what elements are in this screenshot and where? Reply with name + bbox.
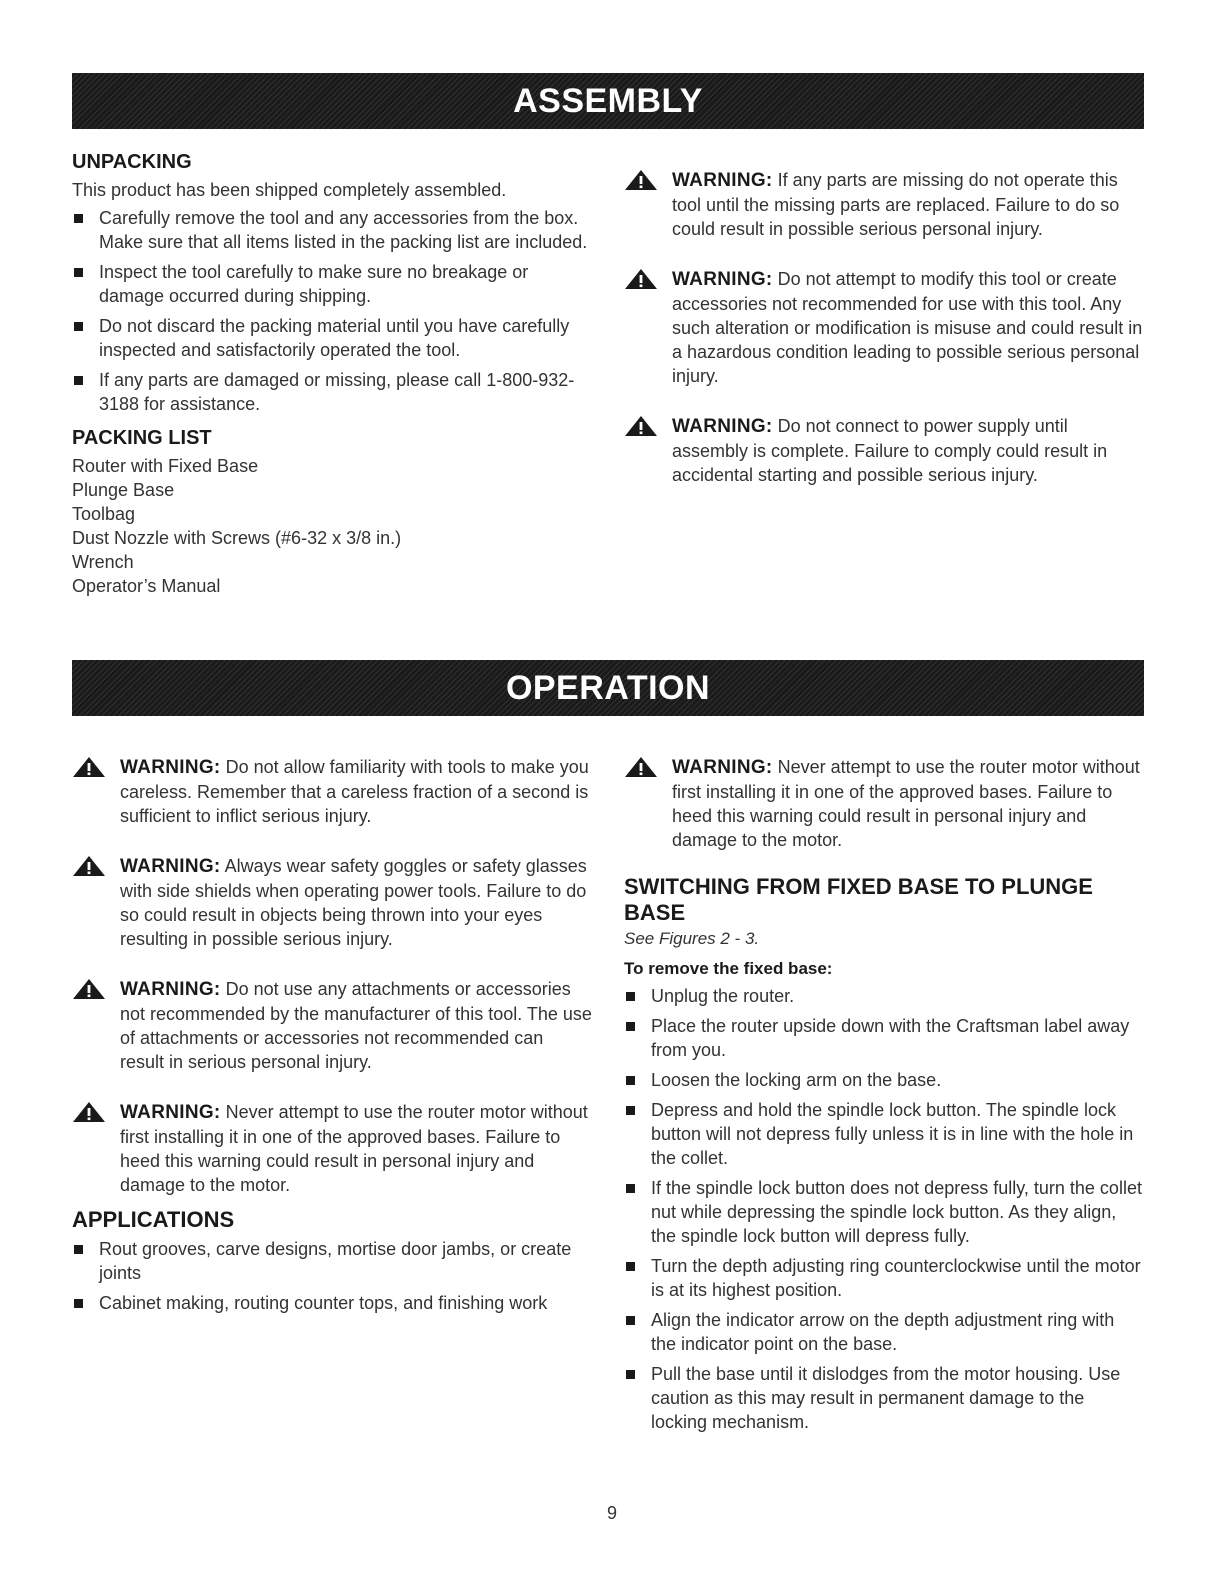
list-item: Loosen the locking arm on the base.: [624, 1068, 1144, 1092]
assembly-banner-title: ASSEMBLY: [513, 81, 703, 120]
list-item: Turn the depth adjusting ring counterclockwise until the motor is at its highest position.: [624, 1254, 1144, 1302]
warning-icon: [72, 756, 106, 778]
assembly-banner: [72, 73, 1144, 129]
applications-list: [72, 1237, 592, 1315]
assembly-left-column: [72, 150, 592, 598]
warning-block: WARNING: Do not attempt to modify this tool or create accessories not recommended for use with this tool. Any such alteration or modification is misuse and could result in a hazardous condition leading to possible serious personal injury.: [624, 267, 1144, 388]
page-number: 9: [606, 1503, 617, 1523]
warning-block: WARNING: Do not use any attachments or accessories not recommended by the manufacturer of this tool. The use of attachments or accessories not recommended can result in serious personal injury.: [72, 977, 592, 1074]
bullet-icon: [74, 1245, 83, 1254]
remove-fixed-base-subheading: To remove the fixed base:: [624, 959, 833, 978]
warning-icon: [624, 268, 658, 290]
bullet-icon: [626, 1106, 635, 1115]
packing-list: [72, 454, 592, 598]
operation-banner-title: OPERATION: [505, 668, 711, 707]
unpacking-list: [72, 206, 592, 416]
operation-left-column: [72, 755, 592, 1321]
packing-list-item: Dust Nozzle with Screws (#6-32 x 3/8 in.): [72, 528, 402, 548]
operation-right-column: [624, 755, 1144, 1440]
bullet-icon: [74, 214, 83, 223]
bullet-icon: [626, 1370, 635, 1379]
bullet-icon: [74, 322, 83, 331]
list-item: Unplug the router.: [624, 984, 1144, 1008]
bullet-icon: [626, 1076, 635, 1085]
list-item: Cabinet making, routing counter tops, and finishing work: [72, 1291, 592, 1315]
list-item: Rout grooves, carve designs, mortise door jambs, or create joints: [72, 1237, 592, 1285]
warning-block: WARNING: Never attempt to use the router motor without first installing it in one of the approved bases. Failure to heed this warning could result in personal injury and damage to the motor.: [624, 755, 1144, 852]
list-item: If the spindle lock button does not depress fully, turn the collet nut while depressing the spindle lock button. As they align, the spindle lock button will depress fully.: [624, 1176, 1144, 1248]
warning-icon: [624, 169, 658, 191]
warning-block: WARNING: Do not connect to power supply until assembly is complete. Failure to comply could result in accidental starting and possible serious injury.: [624, 414, 1144, 487]
list-item: Do not discard the packing material until you have carefully inspected and satisfactorily operated the tool.: [72, 314, 592, 362]
warning-block: WARNING: Do not allow familiarity with tools to make you careless. Remember that a careless fraction of a second is sufficient to inflict serious injury.: [72, 755, 592, 828]
bullet-icon: [74, 376, 83, 385]
bullet-icon: [626, 1022, 635, 1031]
packing-list-heading: PACKING LIST: [72, 427, 212, 449]
assembly-right-column: [624, 168, 1144, 513]
switching-steps-list: [624, 984, 1144, 1434]
bullet-icon: [74, 1299, 83, 1308]
see-figures-reference: See Figures 2 - 3.: [624, 929, 760, 948]
switching-heading: SWITCHING FROM FIXED BASE TO PLUNGE BASE: [624, 874, 1093, 925]
bullet-icon: [626, 1316, 635, 1325]
unpacking-intro: This product has been shipped completely assembled.: [72, 180, 507, 200]
list-item: Place the router upside down with the Craftsman label away from you.: [624, 1014, 1144, 1062]
bullet-icon: [626, 1262, 635, 1271]
packing-list-item: Router with Fixed Base: [72, 456, 259, 476]
warning-icon: [72, 855, 106, 877]
bullet-icon: [626, 992, 635, 1001]
warning-block: WARNING: Always wear safety goggles or safety glasses with side shields when operating power tools. Failure to do so could result in objects being thrown into your eyes resulting in possible serious injury.: [72, 854, 592, 951]
list-item: Inspect the tool carefully to make sure no breakage or damage occurred during shipping.: [72, 260, 592, 308]
list-item: Align the indicator arrow on the depth adjustment ring with the indicator point on the base.: [624, 1308, 1144, 1356]
warning-icon: [624, 415, 658, 437]
warning-block: WARNING: Never attempt to use the router motor without first installing it in one of the approved bases. Failure to heed this warning could result in personal injury and damage to the motor.: [72, 1100, 592, 1197]
warning-block: WARNING: If any parts are missing do not operate this tool until the missing parts are replaced. Failure to do so could result in possible serious personal injury.: [624, 168, 1144, 241]
list-item: Carefully remove the tool and any accessories from the box. Make sure that all items listed in the packing list are included.: [72, 206, 592, 254]
applications-heading: APPLICATIONS: [72, 1207, 235, 1232]
warning-icon: [72, 1101, 106, 1123]
list-item: If any parts are damaged or missing, please call 1-800-932-3188 for assistance.: [72, 368, 592, 416]
bullet-icon: [626, 1184, 635, 1193]
packing-list-item: Toolbag: [72, 504, 136, 524]
operation-banner: [72, 660, 1144, 716]
packing-list-item: Operator’s Manual: [72, 576, 221, 596]
unpacking-heading: UNPACKING: [72, 151, 192, 173]
warning-icon: [72, 978, 106, 1000]
warning-icon: [624, 756, 658, 778]
list-item: Pull the base until it dislodges from the motor housing. Use caution as this may result in permanent damage to the locking mechanism.: [624, 1362, 1144, 1434]
list-item: Depress and hold the spindle lock button. The spindle lock button will not depress fully unless it is in line with the hole in the collet.: [624, 1098, 1144, 1170]
packing-list-item: Plunge Base: [72, 480, 175, 500]
packing-list-item: Wrench: [72, 552, 134, 572]
bullet-icon: [74, 268, 83, 277]
